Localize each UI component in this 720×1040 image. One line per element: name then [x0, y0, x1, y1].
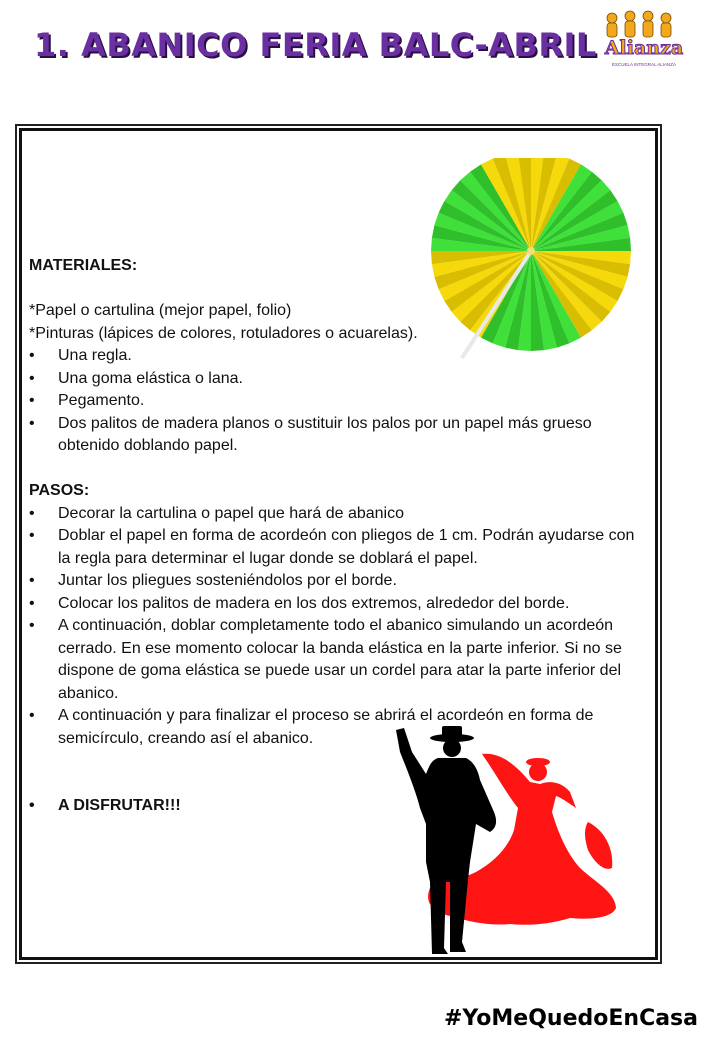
list-item: • Doblar el papel en forma de acordeón con pliegos de 1 cm. Podrán ayudarse con la regla para determinar el lugar donde se doblará el papel. [29, 525, 641, 570]
list-item: • Juntar los pliegues sosteniéndolos por el borde. [29, 570, 641, 593]
materials-heading: MATERIALES: [29, 257, 138, 274]
closing-item: • A DISFRUTAR!!! [29, 795, 641, 818]
instructions-body [29, 255, 641, 818]
list-item: • A continuación, doblar completamente todo el abanico simulando un acordeón cerrado. En ese momento colocar la banda elástica en la parte inferior. Si no se dispone de goma elástica se puede usar un cordel para atar la parte inferior del abanico. [29, 615, 641, 705]
svg-text:ESCUELA INTEGRAL ALIANZA: ESCUELA INTEGRAL ALIANZA [611, 62, 677, 67]
steps-list [29, 503, 641, 751]
page-title: 1. ABANICO FERIA BALC-ABRIL [34, 26, 597, 64]
materials-note: *Papel o cartulina (mejor papel, folio) [29, 302, 292, 319]
materials-list [29, 345, 641, 458]
list-item: • A continuación y para finalizar el proceso se abrirá el acordeón en forma de semicírculo, creando así el abanico. [29, 705, 641, 750]
list-item: • Decorar la cartulina o papel que hará de abanico [29, 503, 641, 526]
list-item: • Una regla. [29, 345, 641, 368]
list-item: • Dos palitos de madera planos o sustituir los palos por un papel más grueso obtenido doblando papel. [29, 413, 641, 458]
materials-note: *Pinturas (lápices de colores, rotuladores o acuarelas). [29, 324, 418, 342]
fan-hub [527, 247, 535, 255]
steps-heading: PASOS: [29, 482, 90, 499]
list-item: • Colocar los palitos de madera en los dos extremos, alrededor del borde. [29, 593, 641, 616]
hashtag: #YoMeQuedoEnCasa [443, 1006, 698, 1031]
list-item: • Pegamento. [29, 390, 641, 413]
svg-text:Alianza: Alianza [604, 37, 684, 59]
closing-list [29, 795, 641, 818]
alianza-logo [598, 8, 690, 72]
list-item: • Una goma elástica o lana. [29, 368, 641, 391]
